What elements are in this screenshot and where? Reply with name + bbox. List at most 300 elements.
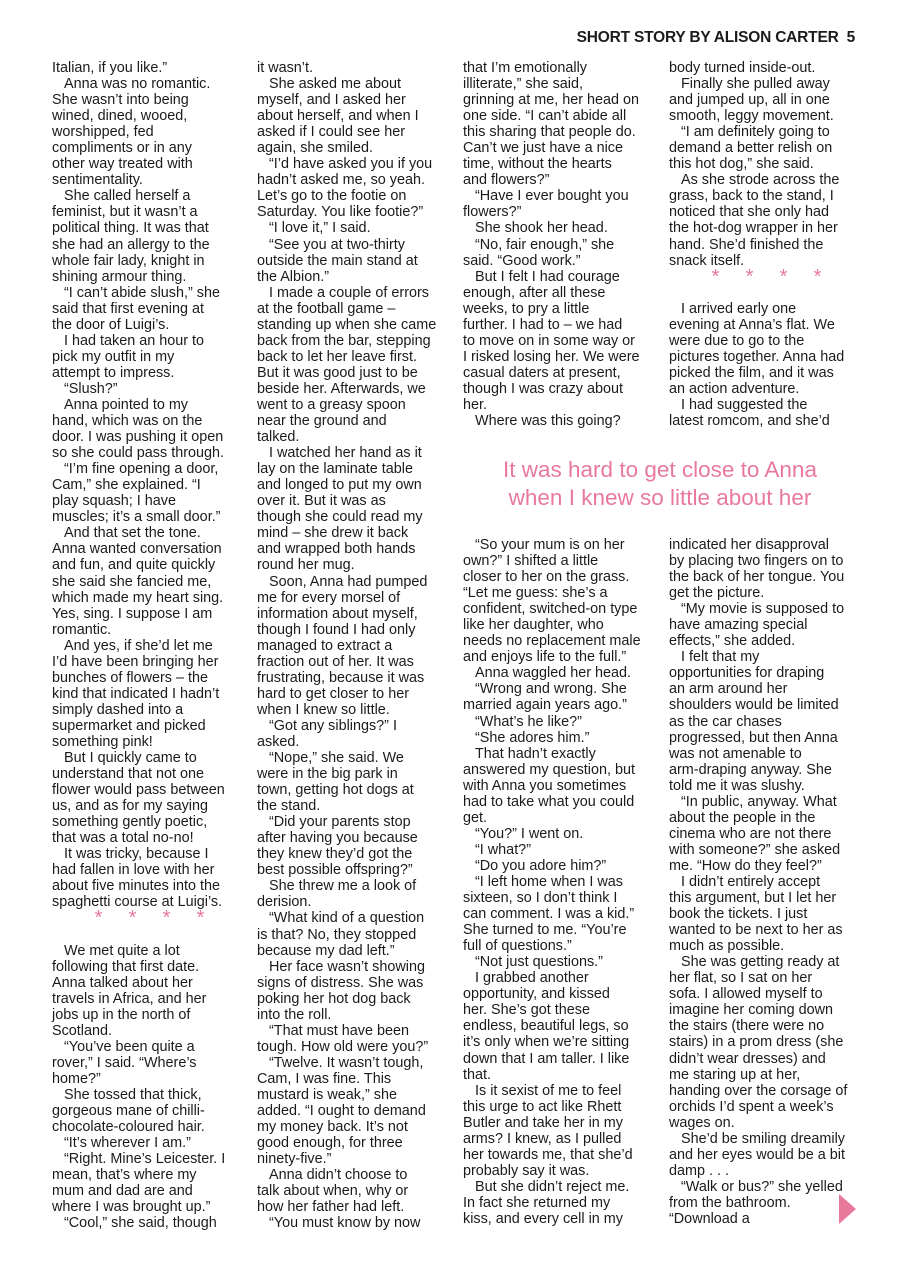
text-line: it’s only when we’re sitting (463, 1034, 630, 1051)
text-line: shoulders would be limited (669, 697, 839, 714)
text-line: Anna didn’t choose to (269, 1167, 408, 1184)
text-line: gorgeous mane of chilli- (52, 1103, 205, 1120)
text-line: can comment. I was a kid.” (463, 906, 635, 923)
text-line: “Have I ever bought you (475, 188, 629, 205)
text-line: beside her. Afterwards, we (257, 380, 426, 397)
text-line: home?” (52, 1070, 101, 1087)
paragraph (257, 910, 452, 958)
text-line: I had suggested the (681, 396, 808, 413)
text-line: because my dad left.” (257, 942, 395, 959)
text-line: simply dashed into a (52, 701, 184, 718)
text-line: It was tricky, because I (64, 846, 209, 863)
text-line: though I was crazy about (463, 380, 623, 397)
text-line: about herself, and when I (257, 108, 419, 125)
text-line: and her eyes would be a bit (669, 1146, 846, 1163)
text-line: kiss, and every cell in my (463, 1210, 623, 1227)
text-line: Cam,” she explained. “I (52, 477, 201, 494)
text-line: “I am definitely going to (681, 124, 830, 141)
text-line: orchids I’d spent a week’s (669, 1098, 834, 1115)
text-line: endless, beautiful legs, so (463, 1018, 629, 1035)
paragraph (463, 681, 658, 713)
asterisk-icon: * (779, 265, 788, 288)
section-break (669, 265, 864, 301)
text-line: “I can’t abide slush,” she (64, 284, 220, 301)
asterisk-icon: * (711, 265, 720, 288)
text-line: have amazing special (669, 617, 808, 634)
text-line: I didn’t entirely accept (681, 873, 821, 890)
paragraph (257, 814, 452, 878)
story-column-1 (52, 60, 247, 1231)
text-line: snack itself. (669, 252, 745, 269)
text-line: indicated her disapproval (669, 537, 829, 553)
text-line: get the picture. (669, 585, 765, 602)
text-line: arms? I knew, as I pulled (463, 1130, 622, 1147)
text-line: mum and dad are and (52, 1183, 193, 1200)
text-line: “Got any siblings?” I (269, 717, 397, 734)
text-line: us, and as for my saying (52, 798, 208, 815)
story-column-3-top (463, 60, 658, 429)
paragraph (669, 124, 864, 172)
text-line: shining armour thing. (52, 268, 187, 285)
text-line: damp . . . (669, 1162, 729, 1179)
text-line: I’d have been bringing her (52, 653, 219, 670)
paragraph (669, 601, 864, 649)
text-line: following that first date. (52, 958, 200, 975)
paragraph (669, 76, 864, 124)
text-line: play squash; I have (52, 493, 176, 510)
text-line: worshipped, fed (52, 124, 154, 141)
text-line: political thing. It was that (52, 220, 209, 237)
text-line: sentimentality. (52, 172, 143, 189)
paragraph (52, 461, 247, 525)
text-line: round her mug. (257, 557, 355, 574)
text-line: with Anna you sometimes (463, 777, 627, 794)
text-line: the door of Luigi’s. (52, 316, 170, 333)
text-line: “See you at two-thirty (269, 236, 405, 253)
text-line: muscles; it’s a small door.” (52, 509, 221, 526)
text-line: mean, that’s where my (52, 1167, 197, 1184)
text-line: “Cool,” she said, though (64, 1215, 217, 1232)
text-line: it wasn’t. (257, 60, 313, 76)
text-line: after having you because (257, 830, 418, 847)
paragraph (463, 874, 658, 954)
text-line: pictures together. Anna had (669, 348, 845, 365)
text-line: mustard is weak,” she (257, 1087, 397, 1103)
paragraph (52, 1215, 247, 1231)
text-line: In fact she returned my (463, 1194, 611, 1211)
text-line: back from the bar, stepping (257, 332, 431, 349)
text-line: sixteen, so I don’t think I (463, 890, 618, 907)
text-line: and flowers?” (463, 172, 550, 189)
paragraph (52, 943, 247, 1039)
text-line: needs no replacement male (463, 633, 641, 650)
text-line: stairs) in a prom dress (she (669, 1034, 844, 1051)
text-line: compliments or in any (52, 140, 192, 157)
text-line: “Let me guess: she’s a (463, 585, 608, 602)
text-line: about five minutes into the (52, 878, 220, 895)
text-line: was not amenable to (669, 745, 802, 762)
asterisk-icon: * (745, 265, 754, 288)
text-line: sofa. I allowed myself to (669, 986, 823, 1003)
paragraph (52, 1135, 247, 1151)
page-number: 5 (846, 29, 855, 46)
text-line: that. (463, 1066, 492, 1083)
text-line: mind – she drew it back (257, 525, 409, 542)
text-line: with someone?” she asked (669, 841, 841, 858)
text-line: where I was brought up.” (52, 1199, 211, 1216)
text-line: But she didn’t reject me. (475, 1178, 630, 1195)
paragraph (52, 76, 247, 188)
story-column-4-top (669, 60, 864, 429)
text-line: over it. But it was as (257, 493, 386, 510)
text-line: much as possible. (669, 938, 785, 955)
text-line: whole fair lady, knight in (52, 252, 205, 269)
text-line: this urge to act like Rhett (463, 1098, 622, 1115)
text-line: outside the main stand at (257, 252, 418, 269)
paragraph (669, 954, 864, 1131)
paragraph (257, 445, 452, 573)
paragraph (257, 76, 452, 156)
text-line: she said she fancied me, (52, 573, 212, 590)
text-line: again, she smiled. (257, 140, 373, 157)
text-line: which made my heart sing. (52, 589, 224, 606)
text-line: She was getting ready at (681, 954, 840, 971)
text-line: “She adores him.” (475, 729, 590, 746)
text-line: weeks, to pry a little (463, 300, 590, 317)
paragraph (52, 750, 247, 846)
text-line: smooth, leggy movement. (669, 108, 834, 125)
text-line: “Slush?” (64, 380, 118, 397)
asterisk-icon: * (196, 907, 205, 930)
text-line: hard to get closer to her (257, 685, 409, 702)
text-line: full of questions.” (463, 938, 572, 955)
text-line: her. She’s got these (463, 1002, 590, 1019)
text-line: had fallen in love with her (52, 862, 215, 879)
text-line: the hot-dog wrapper in her (669, 220, 838, 237)
text-line: We met quite a lot (64, 942, 180, 959)
text-line: probably say it was. (463, 1162, 590, 1179)
text-line: picked the film, and it was (669, 364, 834, 381)
story-column-4-bottom (669, 537, 864, 1227)
text-line: Anna pointed to my (64, 396, 188, 413)
text-line: Is it sexist of me to feel (475, 1082, 622, 1099)
text-line: bunches of flowers – the (52, 669, 208, 686)
text-line: As she strode across the (681, 172, 840, 189)
text-line: “I left home when I was (475, 873, 623, 890)
text-line: latest romcom, and she’d (669, 413, 830, 430)
text-line: Let’s go to the footie on (257, 188, 407, 205)
paragraph (52, 381, 247, 397)
paragraph (669, 172, 864, 268)
paragraph (669, 1179, 864, 1227)
text-line: the Albion.” (257, 268, 330, 285)
text-line: didn’t wear dresses) and (669, 1050, 826, 1067)
text-line: me staring up at her, (669, 1066, 801, 1083)
text-line: illiterate,” she said, (463, 76, 583, 93)
paragraph (463, 714, 658, 730)
text-line: that was a total no-no! (52, 830, 194, 847)
text-line: the back of her tongue. You (669, 569, 845, 586)
text-line: standing up when she came (257, 316, 437, 333)
text-line: grinning at me, her head on (463, 92, 640, 109)
text-line: casual daters at present, (463, 364, 621, 381)
text-line: and longed to put my own (257, 477, 422, 494)
text-line: as the car chases (669, 713, 782, 730)
paragraph (669, 1131, 864, 1179)
text-line: imagine her coming down (669, 1002, 833, 1019)
text-line: her. (463, 396, 488, 413)
text-line: arm-draping anyway. She (669, 761, 832, 778)
text-line: into the roll. (257, 1006, 332, 1023)
text-line: “Walk or bus?” she yelled (681, 1178, 843, 1195)
text-line: were in the big park in (257, 766, 398, 783)
text-line: me for every morsel of (257, 589, 401, 606)
text-line: asked if I could see her (257, 124, 405, 141)
text-line: “That must have been (269, 1022, 409, 1039)
text-line: “Did your parents stop (269, 814, 411, 831)
text-line: grass, back to the stand, I (669, 188, 834, 205)
section-break (52, 907, 247, 942)
text-line: her flat, so I sat on her (669, 970, 813, 987)
text-line: hand. She’d finished the (669, 236, 824, 253)
text-line: Scotland. (52, 1022, 113, 1039)
text-line: Anna waggled her head. (475, 665, 632, 682)
text-line: tough. How old were you?” (257, 1038, 429, 1055)
paragraph (463, 826, 658, 842)
text-line: lay on the laminate table (257, 461, 413, 478)
text-line: back to let her leave first. (257, 348, 417, 365)
paragraph (257, 285, 452, 445)
text-line: when I knew so little. (257, 701, 390, 718)
text-line: cinema who are not there (669, 825, 832, 842)
text-line: “Not just questions.” (475, 954, 603, 971)
text-line: kind that indicated I hadn’t (52, 685, 220, 702)
text-line: her towards me, that she’d (463, 1146, 633, 1163)
text-line: opportunities for draping (669, 665, 825, 682)
paragraph (257, 156, 452, 220)
text-line: Anna wanted conversation (52, 541, 222, 558)
text-line: “I’m fine opening a door, (64, 461, 219, 478)
text-line: managed to extract a (257, 637, 393, 654)
text-line: added. “I ought to demand (257, 1103, 426, 1120)
paragraph (669, 301, 864, 397)
text-line: book the tickets. I just (669, 906, 808, 923)
text-line: an action adventure. (669, 380, 800, 397)
text-line: Italian, if you like.” (52, 60, 168, 76)
text-line: “Wrong and wrong. She (475, 681, 627, 698)
text-line: “In public, anyway. What (681, 793, 837, 810)
text-line: “Nope,” she said. We (269, 750, 404, 767)
text-line: and enjoys life to the full.” (463, 649, 627, 666)
text-line: Can’t we just have a nice (463, 140, 623, 157)
pull-quote-line: when I knew so little about her (508, 485, 812, 510)
paragraph (463, 220, 658, 236)
text-line: the stand. (257, 798, 321, 815)
text-line: information about myself, (257, 605, 418, 622)
text-line: get. (463, 809, 488, 826)
paragraph (257, 1055, 452, 1167)
text-line: talked. (257, 429, 300, 446)
text-line: about the people in the (669, 809, 816, 826)
paragraph (257, 959, 452, 1023)
text-line: talk about when, why or (257, 1183, 409, 1200)
paragraph (669, 874, 864, 954)
text-line: wanted to be next to her as (669, 922, 843, 939)
text-line: Cam, I was fine. This (257, 1070, 392, 1087)
text-line: further. I had to – we had (463, 316, 623, 333)
paragraph (257, 574, 452, 718)
text-line: That hadn’t exactly (475, 745, 596, 762)
text-line: jobs up in the north of (52, 1006, 191, 1023)
text-line: Where was this going? (475, 413, 621, 430)
asterisk-icon: * (813, 265, 822, 288)
paragraph (52, 397, 247, 461)
paragraph (669, 537, 864, 601)
text-line: And yes, if she’d let me (64, 637, 213, 654)
text-line: best possible offspring?” (257, 862, 413, 879)
paragraph (257, 1023, 452, 1055)
text-line: myself, and I asked her (257, 92, 406, 109)
paragraph (463, 1083, 658, 1179)
text-line: handing over the corsage of (669, 1082, 848, 1099)
paragraph (52, 1039, 247, 1087)
story-column-3-bottom (463, 537, 658, 1227)
asterisk-icon: * (128, 907, 137, 930)
text-line: hadn’t asked me, so yeah. (257, 172, 425, 189)
text-line: that I’m emotionally (463, 60, 587, 76)
paragraph (257, 750, 452, 814)
paragraph (463, 665, 658, 681)
paragraph (463, 188, 658, 220)
text-line: body turned inside-out. (669, 60, 816, 76)
text-line: this hot dog,” she said. (669, 156, 814, 173)
text-line: told me it was slushy. (669, 777, 805, 794)
text-line: ninety-five.” (257, 1151, 332, 1168)
paragraph (52, 188, 247, 284)
text-line: I watched her hand as it (269, 445, 422, 462)
text-line: Her face wasn’t showing (269, 958, 425, 975)
text-line: other way treated with (52, 156, 193, 173)
paragraph (257, 1167, 452, 1215)
text-line: said that first evening at (52, 300, 204, 317)
paragraph (463, 60, 658, 188)
text-line: and jumped up, all in one (669, 92, 830, 109)
text-line: She threw me a look of (269, 878, 417, 895)
text-line: “You?” I went on. (475, 825, 584, 842)
asterisk-icon: * (162, 907, 171, 930)
text-line: the stairs (there were no (669, 1018, 825, 1035)
text-line: something gently poetic, (52, 814, 208, 831)
text-line: at the football game – (257, 300, 396, 317)
text-line: “I love it,” I said. (269, 220, 371, 237)
paragraph (257, 1215, 452, 1231)
story-column-2 (257, 60, 452, 1231)
text-line: me. “How do they feel?” (669, 857, 822, 874)
text-line: Yes, sing. I suppose I am (52, 605, 213, 622)
text-line: were due to go to the (669, 332, 805, 349)
asterisk-icon: * (94, 907, 103, 930)
text-line: near the ground and (257, 413, 387, 430)
text-line: fraction out of her. It was (257, 653, 414, 670)
running-title: SHORT STORY BY ALISON CARTER (576, 29, 839, 46)
text-line: down that I am taller. I like (463, 1050, 630, 1067)
paragraph (257, 220, 452, 236)
text-line: I grabbed another (475, 970, 589, 987)
paragraph (669, 397, 864, 429)
text-line: rover,” I said. “Where’s (52, 1054, 197, 1071)
text-line: I made a couple of errors (269, 284, 429, 301)
text-line: I risked losing her. We were (463, 348, 640, 365)
text-line: she had an allergy to the (52, 236, 210, 253)
text-line: feminist, but it wasn’t a (52, 204, 198, 221)
paragraph (463, 730, 658, 746)
page-header (577, 29, 855, 47)
text-line: town, getting hot dogs at (257, 782, 414, 799)
text-line: And that set the tone. (64, 525, 201, 542)
text-line: asked. (257, 733, 300, 750)
text-line: derision. (257, 894, 312, 911)
paragraph (52, 525, 247, 637)
paragraph (52, 333, 247, 381)
paragraph (52, 1087, 247, 1135)
text-line: supermarket and picked (52, 717, 206, 734)
paragraph (52, 60, 247, 76)
text-line: confident, switched-on type (463, 601, 638, 618)
text-line: enough, after all these (463, 284, 606, 301)
pull-quote (463, 456, 857, 512)
text-line: my money back. It’s not (257, 1119, 408, 1136)
text-line: flower would pass between (52, 782, 225, 799)
text-line: I felt that my (681, 649, 760, 666)
text-line: “Download a (669, 1210, 750, 1227)
text-line: I arrived early one (681, 300, 797, 317)
text-line: Saturday. You like footie?” (257, 204, 424, 221)
text-line: is that? No, they stopped (257, 926, 417, 943)
text-line: said. “Good work.” (463, 252, 581, 269)
text-line: But I felt I had courage (475, 268, 620, 285)
paragraph (463, 413, 658, 429)
text-line: frustrating, because it was (257, 669, 425, 686)
text-line: “What’s he like?” (475, 713, 582, 730)
text-line: She shook her head. (475, 220, 608, 237)
text-line: But it was good just to be (257, 364, 418, 381)
text-line: attempt to impress. (52, 364, 175, 381)
text-line: from the bathroom. (669, 1194, 791, 1211)
text-line: noticed that she only had (669, 204, 830, 221)
paragraph (669, 60, 864, 76)
text-line: and fun, and quite quickly (52, 557, 216, 574)
text-line: “Twelve. It wasn’t tough, (269, 1054, 424, 1071)
text-line: understand that not one (52, 766, 205, 783)
text-line: I had taken an hour to (64, 332, 205, 349)
continue-arrow-icon[interactable] (839, 1194, 856, 1224)
text-line: this sharing that people do. (463, 124, 636, 141)
text-line: to move on in some way or (463, 332, 635, 349)
text-line: though I found I had only (257, 621, 416, 638)
text-line: “So your mum is on her (475, 537, 625, 553)
paragraph (463, 954, 658, 970)
text-line: spaghetti course at Luigi’s. (52, 894, 223, 911)
paragraph (463, 1179, 658, 1227)
text-line: She called herself a (64, 188, 191, 205)
text-line: opportunity, and kissed (463, 986, 610, 1003)
text-line: evening at Anna’s flat. We (669, 316, 835, 333)
text-line: chocolate-coloured hair. (52, 1119, 205, 1136)
text-line: and wrapped both hands (257, 541, 416, 558)
paragraph (463, 746, 658, 826)
text-line: “You must know by now (269, 1215, 421, 1232)
text-line: how her father had left. (257, 1199, 405, 1216)
